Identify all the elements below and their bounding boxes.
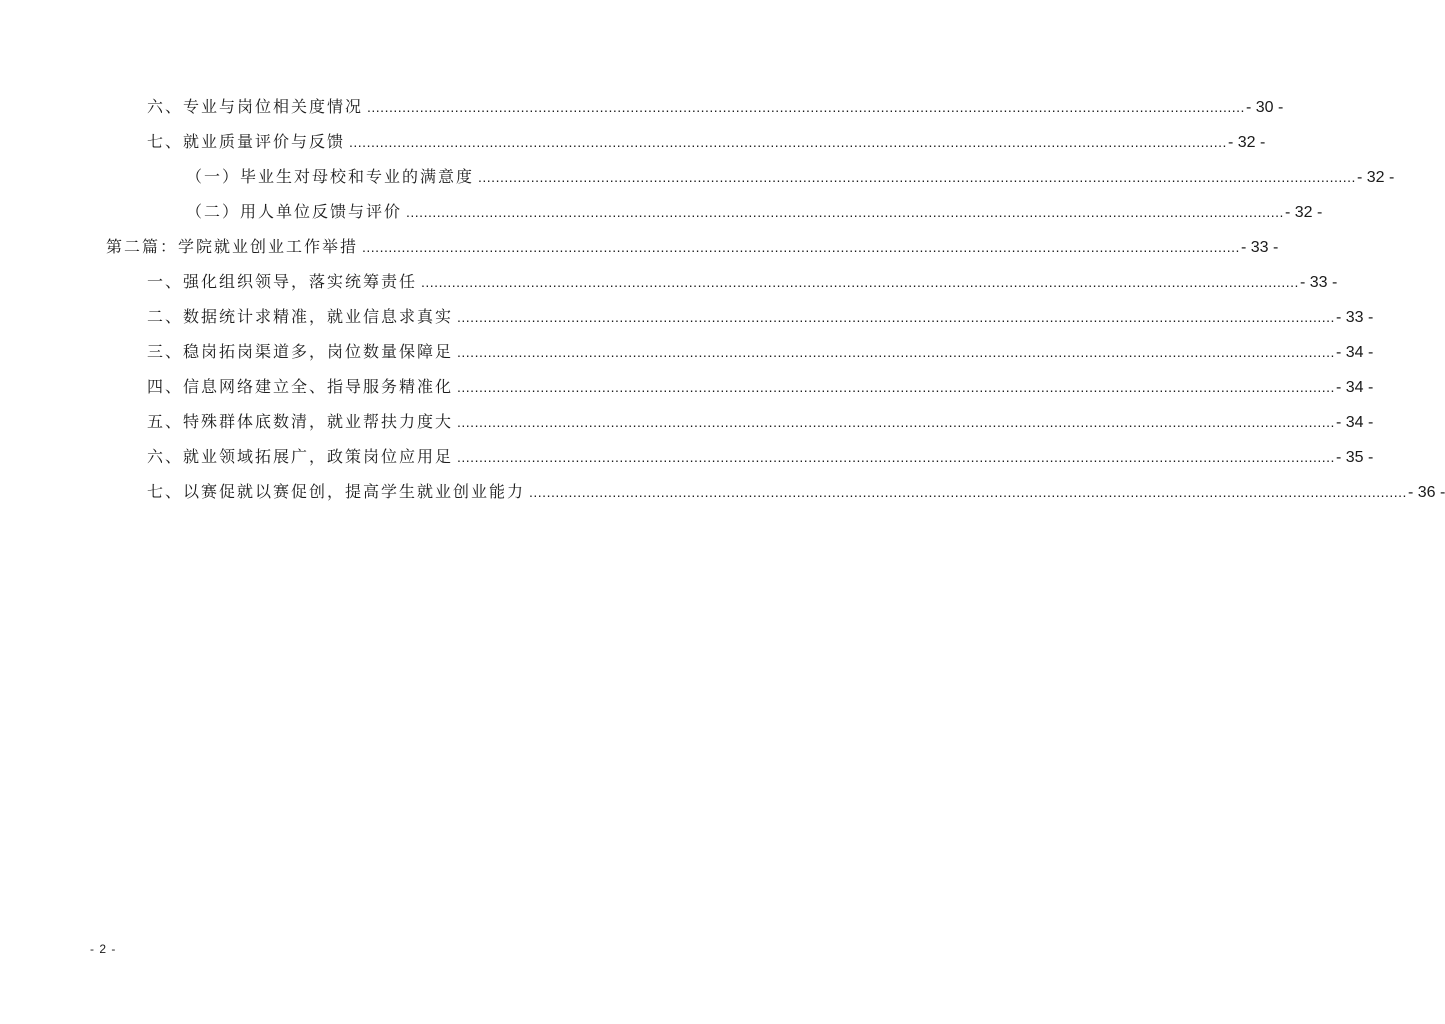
toc-entry[interactable] [147,440,1374,474]
toc-entry-title: 五、特殊群体底数清，就业帮扶力度大 [147,412,454,431]
toc-entry-page: - 33 - [1335,309,1374,326]
toc-entry-title: 第二篇：学院就业创业工作举措 [106,237,359,256]
toc-entry-title: （二）用人单位反馈与评价 [186,202,403,221]
toc-entry[interactable] [186,160,1395,194]
toc-dot-leader: ........................................................................................................................................................................................................ [529,484,1407,500]
toc-entry-title: 七、以赛促就以赛促创，提高学生就业创业能力 [147,482,526,501]
page-number-footer: - 2 - [90,942,117,956]
toc-dot-leader: ........................................................................................................................................................................................................ [478,169,1356,185]
toc-dot-leader: ........................................................................................................................................................................................................ [406,204,1284,220]
toc-dot-leader: ........................................................................................................................................................................................................ [457,414,1335,430]
toc-dot-leader: ........................................................................................................................................................................................................ [457,309,1335,325]
toc-entry-page: - 34 - [1335,414,1374,431]
toc-entry-title: （一）毕业生对母校和专业的满意度 [186,167,475,186]
toc-dot-leader: ........................................................................................................................................................................................................ [349,134,1227,150]
toc-entry[interactable] [147,90,1284,124]
toc-dot-leader: ........................................................................................................................................................................................................ [457,344,1335,360]
toc-entry[interactable] [147,125,1266,159]
toc-entry[interactable] [147,335,1374,369]
toc-dot-leader: ........................................................................................................................................................................................................ [457,449,1335,465]
toc-entry-page: - 33 - [1299,274,1338,291]
toc-entry-page: - 33 - [1240,239,1279,256]
toc-entry[interactable] [147,300,1374,334]
toc-entry-page: - 35 - [1335,449,1374,466]
toc-dot-leader: ........................................................................................................................................................................................................ [362,239,1240,255]
toc-entry-title: 六、就业领域拓展广，政策岗位应用足 [147,447,454,466]
toc-entry-page: - 32 - [1284,204,1323,221]
toc-entry[interactable] [147,265,1338,299]
toc-entry-title: 一、强化组织领导，落实统筹责任 [147,272,418,291]
toc-entry-title: 六、专业与岗位相关度情况 [147,97,364,116]
toc-dot-leader: ........................................................................................................................................................................................................ [457,379,1335,395]
toc-entry-page: - 36 - [1407,484,1445,501]
toc-entry[interactable] [186,195,1323,229]
toc-dot-leader: ........................................................................................................................................................................................................ [367,99,1245,115]
toc-entry-title: 二、数据统计求精准，就业信息求真实 [147,307,454,326]
toc-entry[interactable] [147,405,1374,439]
toc-entry-page: - 34 - [1335,344,1374,361]
toc-entry-page: - 30 - [1245,99,1284,116]
toc-entry-title: 七、就业质量评价与反馈 [147,132,346,151]
toc-entry-title: 四、信息网络建立全、指导服务精准化 [147,377,454,396]
toc-entry-page: - 34 - [1335,379,1374,396]
toc-dot-leader: ........................................................................................................................................................................................................ [421,274,1299,290]
toc-entry[interactable] [147,475,1445,509]
toc-entry[interactable] [147,370,1374,404]
toc-entry[interactable] [106,230,1279,264]
toc-entry-page: - 32 - [1227,134,1266,151]
toc-entry-page: - 32 - [1356,169,1395,186]
toc-entry-title: 三、稳岗拓岗渠道多，岗位数量保障足 [147,342,454,361]
